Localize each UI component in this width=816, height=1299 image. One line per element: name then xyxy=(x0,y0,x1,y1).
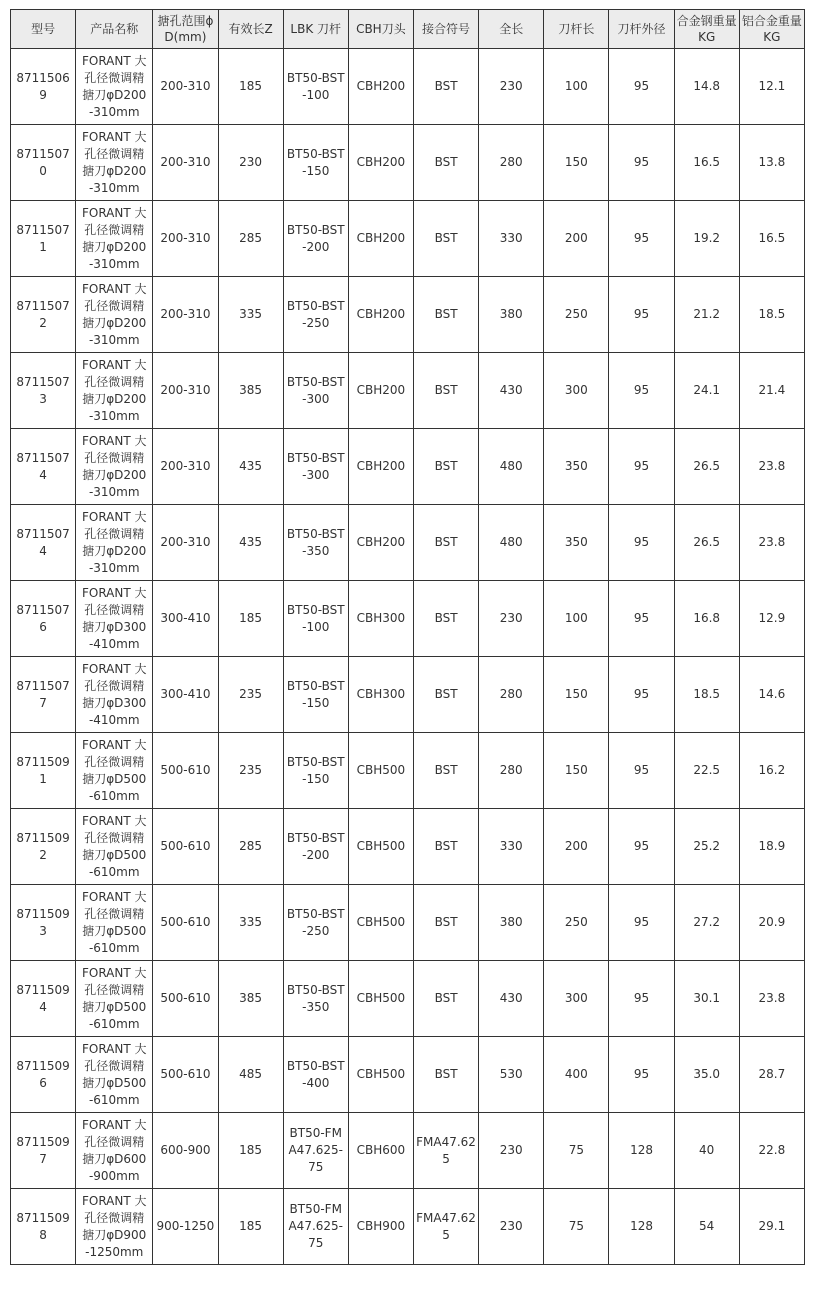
cell-shank-diameter: 95 xyxy=(609,277,674,353)
table-row xyxy=(11,657,805,733)
cell-bore-range: 500-610 xyxy=(153,733,218,809)
cell-total-length: 230 xyxy=(479,1113,544,1189)
cell-lbk-shank: BT50-BST-250 xyxy=(283,277,348,353)
table-row xyxy=(11,1189,805,1265)
cell-cbh-head: CBH500 xyxy=(348,809,413,885)
cell-steel-weight: 18.5 xyxy=(674,657,739,733)
cell-cbh-head: CBH500 xyxy=(348,733,413,809)
cell-model: 87115074 xyxy=(11,505,76,581)
cell-effective-length: 235 xyxy=(218,657,283,733)
cell-model: 87115069 xyxy=(11,49,76,125)
cell-shank-diameter: 128 xyxy=(609,1189,674,1265)
table-row xyxy=(11,885,805,961)
cell-aluminum-weight: 16.2 xyxy=(739,733,804,809)
cell-product-name: FORANT 大孔径微调精搪刀φD200-310mm xyxy=(76,125,153,201)
cell-total-length: 280 xyxy=(479,657,544,733)
table-row xyxy=(11,505,805,581)
cell-lbk-shank: BT50-BST-250 xyxy=(283,885,348,961)
cell-cbh-head: CBH300 xyxy=(348,657,413,733)
cell-lbk-shank: BT50-BST-350 xyxy=(283,505,348,581)
cell-shank-length: 400 xyxy=(544,1037,609,1113)
cell-aluminum-weight: 13.8 xyxy=(739,125,804,201)
cell-cbh-head: CBH600 xyxy=(348,1113,413,1189)
cell-bore-range: 200-310 xyxy=(153,353,218,429)
cell-total-length: 330 xyxy=(479,809,544,885)
cell-steel-weight: 16.8 xyxy=(674,581,739,657)
cell-product-name: FORANT 大孔径微调精搪刀φD500-610mm xyxy=(76,961,153,1037)
header-product-name: 产品名称 xyxy=(76,10,153,49)
cell-aluminum-weight: 18.9 xyxy=(739,809,804,885)
cell-total-length: 330 xyxy=(479,201,544,277)
header-model: 型号 xyxy=(11,10,76,49)
cell-effective-length: 285 xyxy=(218,201,283,277)
cell-aluminum-weight: 21.4 xyxy=(739,353,804,429)
cell-aluminum-weight: 29.1 xyxy=(739,1189,804,1265)
cell-product-name: FORANT 大孔径微调精搪刀φD300-410mm xyxy=(76,657,153,733)
cell-cbh-head: CBH500 xyxy=(348,885,413,961)
cell-cbh-head: CBH500 xyxy=(348,1037,413,1113)
cell-effective-length: 230 xyxy=(218,125,283,201)
cell-aluminum-weight: 28.7 xyxy=(739,1037,804,1113)
cell-connection: BST xyxy=(413,125,478,201)
cell-model: 87115077 xyxy=(11,657,76,733)
cell-bore-range: 200-310 xyxy=(153,429,218,505)
cell-shank-diameter: 95 xyxy=(609,657,674,733)
cell-model: 87115098 xyxy=(11,1189,76,1265)
cell-shank-length: 75 xyxy=(544,1113,609,1189)
cell-total-length: 430 xyxy=(479,961,544,1037)
cell-aluminum-weight: 16.5 xyxy=(739,201,804,277)
cell-cbh-head: CBH300 xyxy=(348,581,413,657)
cell-steel-weight: 21.2 xyxy=(674,277,739,353)
cell-connection: BST xyxy=(413,885,478,961)
cell-bore-range: 200-310 xyxy=(153,201,218,277)
cell-bore-range: 200-310 xyxy=(153,125,218,201)
cell-model: 87115070 xyxy=(11,125,76,201)
cell-effective-length: 335 xyxy=(218,277,283,353)
cell-shank-length: 150 xyxy=(544,733,609,809)
cell-shank-diameter: 95 xyxy=(609,201,674,277)
cell-shank-length: 300 xyxy=(544,961,609,1037)
cell-product-name: FORANT 大孔径微调精搪刀φD200-310mm xyxy=(76,505,153,581)
cell-effective-length: 435 xyxy=(218,505,283,581)
cell-cbh-head: CBH200 xyxy=(348,49,413,125)
cell-connection: BST xyxy=(413,201,478,277)
cell-steel-weight: 14.8 xyxy=(674,49,739,125)
cell-connection: BST xyxy=(413,581,478,657)
cell-effective-length: 385 xyxy=(218,961,283,1037)
cell-connection: FMA47.625 xyxy=(413,1189,478,1265)
cell-lbk-shank: BT50-BST-400 xyxy=(283,1037,348,1113)
cell-lbk-shank: BT50-BST-200 xyxy=(283,201,348,277)
cell-shank-length: 100 xyxy=(544,49,609,125)
cell-model: 87115073 xyxy=(11,353,76,429)
cell-total-length: 230 xyxy=(479,1189,544,1265)
cell-connection: BST xyxy=(413,961,478,1037)
cell-lbk-shank: BT50-BST-300 xyxy=(283,429,348,505)
cell-bore-range: 200-310 xyxy=(153,505,218,581)
cell-lbk-shank: BT50-FMA47.625-75 xyxy=(283,1189,348,1265)
table-row xyxy=(11,961,805,1037)
cell-shank-length: 350 xyxy=(544,505,609,581)
cell-connection: BST xyxy=(413,49,478,125)
cell-total-length: 380 xyxy=(479,885,544,961)
cell-total-length: 230 xyxy=(479,49,544,125)
cell-lbk-shank: BT50-BST-200 xyxy=(283,809,348,885)
header-shank-diameter: 刀杆外径 xyxy=(609,10,674,49)
cell-bore-range: 500-610 xyxy=(153,885,218,961)
header-aluminum-weight: 铝合金重量KG xyxy=(739,10,804,49)
header-steel-weight: 合金钢重量KG xyxy=(674,10,739,49)
cell-lbk-shank: BT50-BST-350 xyxy=(283,961,348,1037)
cell-lbk-shank: BT50-BST-150 xyxy=(283,733,348,809)
cell-bore-range: 200-310 xyxy=(153,277,218,353)
cell-connection: BST xyxy=(413,657,478,733)
table-row xyxy=(11,201,805,277)
header-effective-length: 有效长Z xyxy=(218,10,283,49)
header-row xyxy=(11,10,805,49)
cell-cbh-head: CBH200 xyxy=(348,353,413,429)
cell-connection: BST xyxy=(413,353,478,429)
table-row xyxy=(11,1113,805,1189)
cell-total-length: 230 xyxy=(479,581,544,657)
cell-lbk-shank: BT50-BST-150 xyxy=(283,657,348,733)
cell-shank-length: 250 xyxy=(544,277,609,353)
cell-product-name: FORANT 大孔径微调精搪刀φD200-310mm xyxy=(76,353,153,429)
cell-model: 87115094 xyxy=(11,961,76,1037)
cell-aluminum-weight: 22.8 xyxy=(739,1113,804,1189)
cell-shank-length: 300 xyxy=(544,353,609,429)
cell-aluminum-weight: 12.1 xyxy=(739,49,804,125)
cell-bore-range: 500-610 xyxy=(153,809,218,885)
cell-bore-range: 300-410 xyxy=(153,581,218,657)
header-shank-length: 刀杆长 xyxy=(544,10,609,49)
cell-model: 87115072 xyxy=(11,277,76,353)
cell-product-name: FORANT 大孔径微调精搪刀φD200-310mm xyxy=(76,429,153,505)
cell-total-length: 480 xyxy=(479,429,544,505)
cell-effective-length: 185 xyxy=(218,581,283,657)
cell-steel-weight: 30.1 xyxy=(674,961,739,1037)
cell-aluminum-weight: 14.6 xyxy=(739,657,804,733)
table-row xyxy=(11,733,805,809)
table-row xyxy=(11,277,805,353)
cell-effective-length: 235 xyxy=(218,733,283,809)
cell-effective-length: 385 xyxy=(218,353,283,429)
cell-connection: BST xyxy=(413,733,478,809)
cell-connection: FMA47.625 xyxy=(413,1113,478,1189)
table-row xyxy=(11,1037,805,1113)
cell-cbh-head: CBH200 xyxy=(348,429,413,505)
cell-lbk-shank: BT50-BST-300 xyxy=(283,353,348,429)
cell-shank-diameter: 95 xyxy=(609,581,674,657)
cell-connection: BST xyxy=(413,429,478,505)
cell-bore-range: 200-310 xyxy=(153,49,218,125)
cell-shank-length: 250 xyxy=(544,885,609,961)
table-row xyxy=(11,125,805,201)
cell-cbh-head: CBH200 xyxy=(348,125,413,201)
cell-bore-range: 500-610 xyxy=(153,1037,218,1113)
table-row xyxy=(11,429,805,505)
cell-steel-weight: 40 xyxy=(674,1113,739,1189)
cell-steel-weight: 25.2 xyxy=(674,809,739,885)
cell-steel-weight: 19.2 xyxy=(674,201,739,277)
cell-product-name: FORANT 大孔径微调精搪刀φD900-1250mm xyxy=(76,1189,153,1265)
cell-model: 87115076 xyxy=(11,581,76,657)
header-bore-range: 搪孔范围ϕD(mm) xyxy=(153,10,218,49)
cell-aluminum-weight: 18.5 xyxy=(739,277,804,353)
cell-lbk-shank: BT50-BST-100 xyxy=(283,49,348,125)
cell-effective-length: 185 xyxy=(218,49,283,125)
header-total-length: 全长 xyxy=(479,10,544,49)
cell-shank-length: 350 xyxy=(544,429,609,505)
cell-connection: BST xyxy=(413,277,478,353)
cell-shank-diameter: 95 xyxy=(609,429,674,505)
cell-product-name: FORANT 大孔径微调精搪刀φD200-310mm xyxy=(76,277,153,353)
header-connection: 接合符号 xyxy=(413,10,478,49)
cell-model: 87115093 xyxy=(11,885,76,961)
cell-shank-diameter: 95 xyxy=(609,961,674,1037)
cell-effective-length: 335 xyxy=(218,885,283,961)
cell-connection: BST xyxy=(413,505,478,581)
cell-shank-diameter: 95 xyxy=(609,353,674,429)
table-row xyxy=(11,581,805,657)
table-row xyxy=(11,353,805,429)
table-body xyxy=(11,49,805,1265)
cell-effective-length: 485 xyxy=(218,1037,283,1113)
cell-bore-range: 600-900 xyxy=(153,1113,218,1189)
cell-steel-weight: 26.5 xyxy=(674,505,739,581)
cell-shank-length: 200 xyxy=(544,809,609,885)
cell-shank-length: 150 xyxy=(544,657,609,733)
cell-cbh-head: CBH200 xyxy=(348,505,413,581)
cell-shank-diameter: 128 xyxy=(609,1113,674,1189)
cell-total-length: 280 xyxy=(479,733,544,809)
cell-aluminum-weight: 23.8 xyxy=(739,429,804,505)
cell-bore-range: 500-610 xyxy=(153,961,218,1037)
cell-shank-diameter: 95 xyxy=(609,885,674,961)
cell-model: 87115091 xyxy=(11,733,76,809)
cell-lbk-shank: BT50-BST-100 xyxy=(283,581,348,657)
cell-shank-length: 100 xyxy=(544,581,609,657)
cell-product-name: FORANT 大孔径微调精搪刀φD500-610mm xyxy=(76,733,153,809)
cell-model: 87115074 xyxy=(11,429,76,505)
cell-shank-diameter: 95 xyxy=(609,733,674,809)
cell-product-name: FORANT 大孔径微调精搪刀φD500-610mm xyxy=(76,1037,153,1113)
cell-cbh-head: CBH200 xyxy=(348,201,413,277)
header-lbk-shank: LBK 刀杆 xyxy=(283,10,348,49)
table-row xyxy=(11,809,805,885)
cell-steel-weight: 54 xyxy=(674,1189,739,1265)
cell-effective-length: 285 xyxy=(218,809,283,885)
cell-shank-diameter: 95 xyxy=(609,1037,674,1113)
cell-total-length: 530 xyxy=(479,1037,544,1113)
cell-lbk-shank: BT50-BST-150 xyxy=(283,125,348,201)
cell-shank-diameter: 95 xyxy=(609,505,674,581)
cell-steel-weight: 22.5 xyxy=(674,733,739,809)
cell-product-name: FORANT 大孔径微调精搪刀φD500-610mm xyxy=(76,809,153,885)
cell-shank-length: 75 xyxy=(544,1189,609,1265)
cell-total-length: 380 xyxy=(479,277,544,353)
cell-model: 87115097 xyxy=(11,1113,76,1189)
cell-product-name: FORANT 大孔径微调精搪刀φD200-310mm xyxy=(76,201,153,277)
cell-steel-weight: 24.1 xyxy=(674,353,739,429)
cell-cbh-head: CBH500 xyxy=(348,961,413,1037)
cell-aluminum-weight: 23.8 xyxy=(739,505,804,581)
cell-effective-length: 185 xyxy=(218,1113,283,1189)
cell-aluminum-weight: 20.9 xyxy=(739,885,804,961)
cell-effective-length: 185 xyxy=(218,1189,283,1265)
header-cbh-head: CBH刀头 xyxy=(348,10,413,49)
cell-shank-diameter: 95 xyxy=(609,809,674,885)
cell-shank-diameter: 95 xyxy=(609,49,674,125)
table-row xyxy=(11,49,805,125)
cell-total-length: 280 xyxy=(479,125,544,201)
cell-bore-range: 900-1250 xyxy=(153,1189,218,1265)
cell-connection: BST xyxy=(413,1037,478,1113)
cell-effective-length: 435 xyxy=(218,429,283,505)
cell-connection: BST xyxy=(413,809,478,885)
cell-bore-range: 300-410 xyxy=(153,657,218,733)
cell-product-name: FORANT 大孔径微调精搪刀φD300-410mm xyxy=(76,581,153,657)
spec-table xyxy=(10,9,805,1265)
cell-shank-length: 150 xyxy=(544,125,609,201)
cell-shank-length: 200 xyxy=(544,201,609,277)
cell-cbh-head: CBH200 xyxy=(348,277,413,353)
cell-steel-weight: 16.5 xyxy=(674,125,739,201)
cell-product-name: FORANT 大孔径微调精搪刀φD600-900mm xyxy=(76,1113,153,1189)
cell-aluminum-weight: 12.9 xyxy=(739,581,804,657)
cell-model: 87115071 xyxy=(11,201,76,277)
cell-lbk-shank: BT50-FMA47.625-75 xyxy=(283,1113,348,1189)
cell-model: 87115092 xyxy=(11,809,76,885)
cell-total-length: 480 xyxy=(479,505,544,581)
cell-steel-weight: 26.5 xyxy=(674,429,739,505)
cell-cbh-head: CBH900 xyxy=(348,1189,413,1265)
cell-steel-weight: 27.2 xyxy=(674,885,739,961)
cell-model: 87115096 xyxy=(11,1037,76,1113)
cell-total-length: 430 xyxy=(479,353,544,429)
cell-product-name: FORANT 大孔径微调精搪刀φD500-610mm xyxy=(76,885,153,961)
cell-aluminum-weight: 23.8 xyxy=(739,961,804,1037)
cell-product-name: FORANT 大孔径微调精搪刀φD200-310mm xyxy=(76,49,153,125)
cell-shank-diameter: 95 xyxy=(609,125,674,201)
cell-steel-weight: 35.0 xyxy=(674,1037,739,1113)
